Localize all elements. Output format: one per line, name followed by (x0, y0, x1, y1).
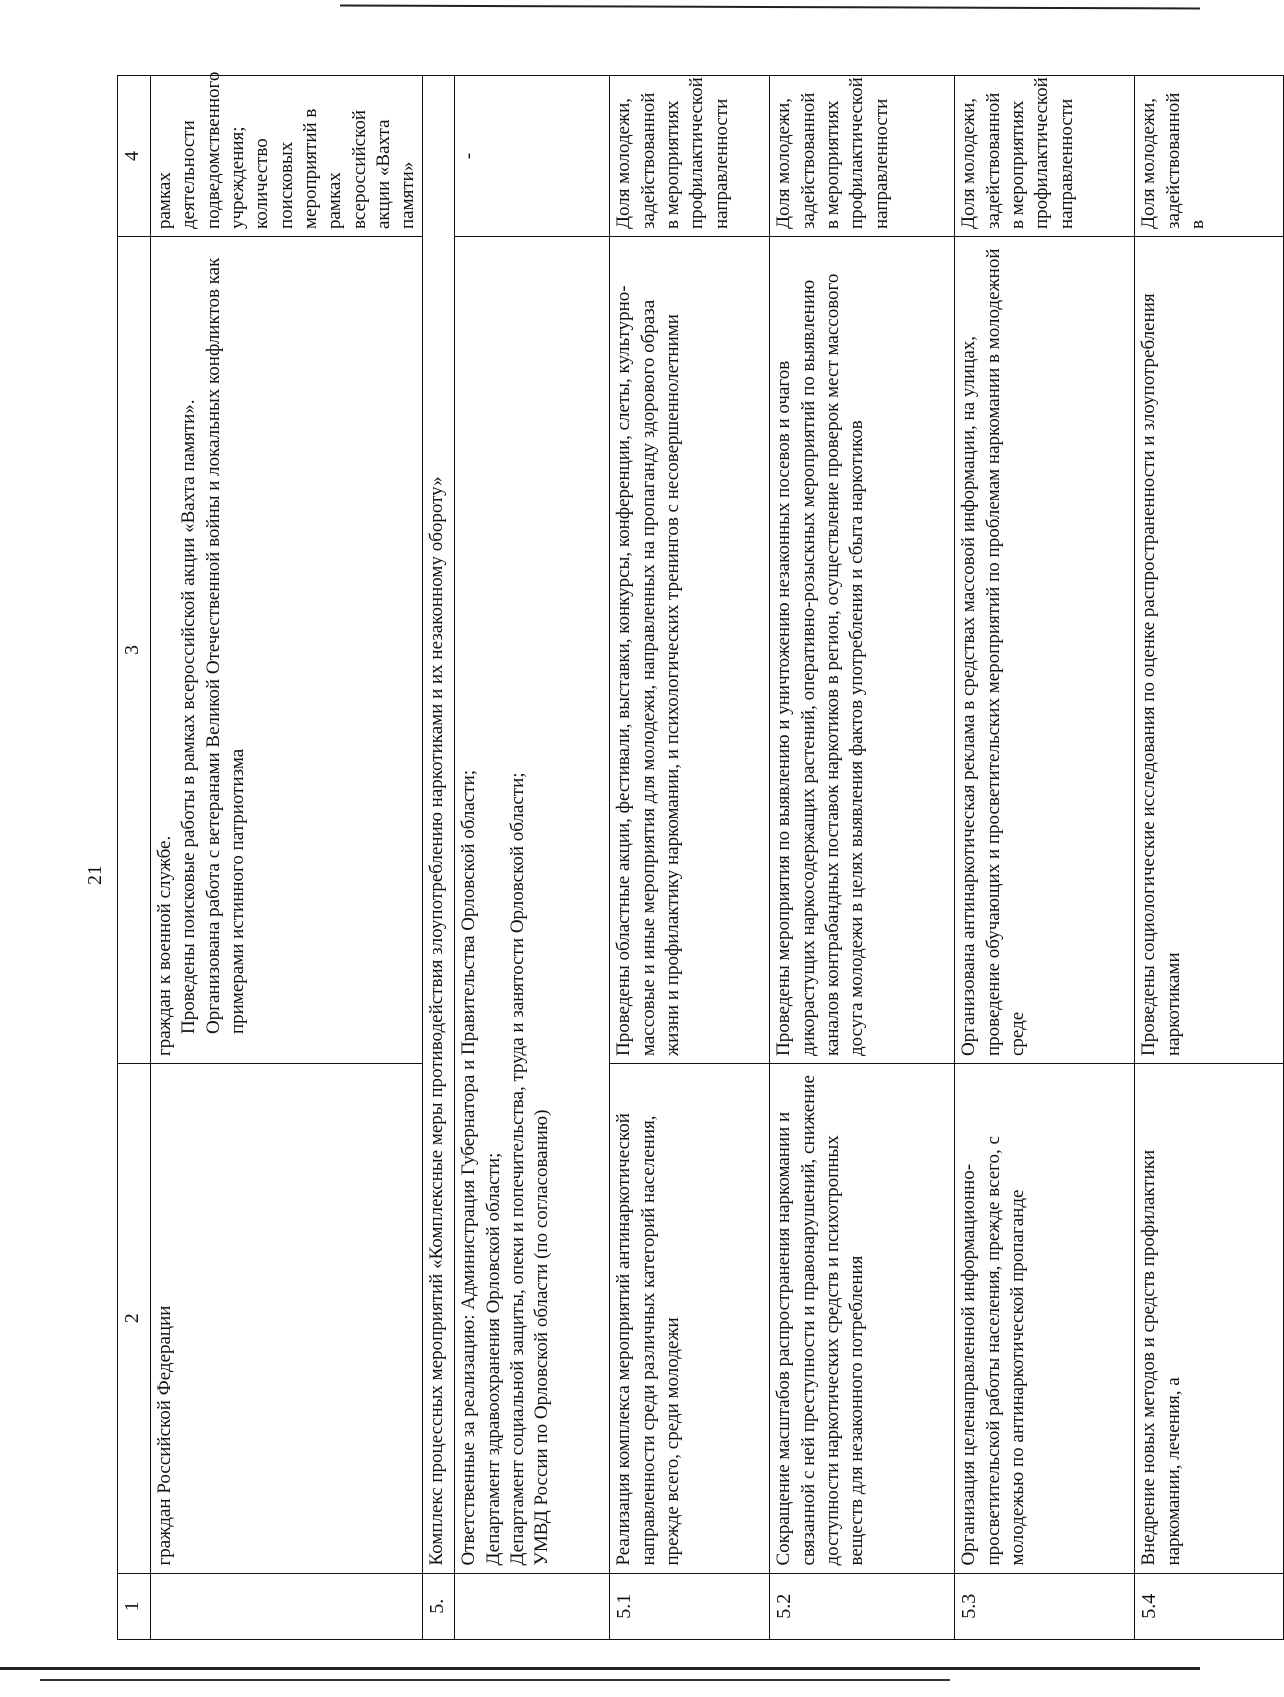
responsible-line: Департамент социальной защиты, опеки и попечительства, труда и занятости Орловской области; (507, 772, 529, 1566)
row-col4: рамках деятельности подведомственного учреждения; количество поисковых мероприятий в рамках всероссийской акции «Вахта памяти» (151, 76, 423, 237)
col-header-2: 2 (118, 1064, 151, 1574)
row-col3 (151, 237, 423, 1064)
row-col2: Внедрение новых методов и средств профилактики наркомании, лечения, а (1135, 1064, 1284, 1574)
scan-edge-top (340, 4, 1200, 9)
col-header-3: 3 (118, 237, 151, 1064)
section-number: 5. (423, 1573, 455, 1639)
table-row (1135, 76, 1284, 1640)
scan-edge-bottom (0, 1667, 1200, 1670)
row-col4: Доля молодежи, задействованной в мероприятиях профилактической направленности (610, 76, 770, 237)
row-col2: граждан Российской Федерации (151, 1064, 423, 1574)
row-col3: Проведены мероприятия по выявлению и уничтожению незаконных посевов и очагов дикорастущих наркосодержащих растений, оперативно-розыскных мероприятий по выявлению каналов контрабандных поставок наркотиков в регион, осуществление проверок мест массового досуга молодежи в целях выявления фактов употребления и сбыта наркотиков (770, 237, 955, 1064)
col-header-1: 1 (118, 1573, 151, 1639)
row-col2: Сокращение масштабов распространения наркомании и связанной с ней преступности и правонарушений, снижение доступности наркотических средств и психотропных веществ для незаконного потребления (770, 1064, 955, 1574)
page-number: 21 (84, 865, 106, 885)
row-col4: Доля молодежи, задействованной в (1135, 76, 1284, 237)
row-number: 5.2 (770, 1573, 955, 1639)
responsible-line: УМВД России по Орловской области (по согласованию) (531, 1109, 553, 1566)
responsible-line: Ответственные за реализацию: Администрация Губернатора и Правительства Орловской области; (458, 769, 480, 1566)
result-line: Проведены поисковые работы в рамках всероссийской акции «Вахта памяти». (178, 399, 200, 1035)
table-header-row (118, 76, 151, 1640)
row-number (151, 1573, 423, 1639)
responsible-line: Департамент здравоохранения Орловской области; (482, 1152, 504, 1566)
result-line: Организована работа с ветеранами Великой Отечественной войны и локальных конфликтов как примерами истинного патриотизма (202, 257, 248, 1035)
section-title: Комплекс процессных мероприятий «Комплексные меры противодействия злоупотреблению наркотиками и их незаконному обороту» (423, 76, 455, 1574)
row-col3: Проведены областные акции, фестивали, выставки, конкурсы, конференции, слеты, культурно-массовые и иные мероприятия для молодежи, направленных на пропаганду здорового образа жизни и профилактику наркомании, и психологических тренингов с несовершеннолетними (610, 237, 770, 1064)
table-row (610, 76, 770, 1640)
row-number: 5.3 (955, 1573, 1135, 1639)
section-title-row (423, 76, 455, 1640)
row-number: 5.4 (1135, 1573, 1284, 1639)
col-header-4: 4 (118, 76, 151, 237)
row-col2: Реализация комплекса мероприятий антинаркотической направленности среди различных категорий населения, прежде всего, среди молодежи (610, 1064, 770, 1574)
row-col4: Доля молодежи, задействованной в мероприятиях профилактической направленности (770, 76, 955, 237)
responsible-num (455, 1573, 610, 1639)
responsible-col4: - (455, 76, 610, 237)
table-row (770, 76, 955, 1640)
program-table (117, 71, 1284, 1640)
row-col3: Проведены социологические исследования по оценке распространенности и злоупотребления наркотиками (1135, 237, 1284, 1064)
row-col3: Организована антинаркотическая реклама в средствах массовой информации, на улицах, проведение обучающих и просветительских мероприятий по проблемам наркомании в молодежной среде (955, 237, 1135, 1064)
scan-edge-bottom-secondary (40, 1679, 950, 1681)
document-page (117, 71, 1209, 1640)
row-col4: Доля молодежи, задействованной в мероприятиях профилактической направленности (955, 76, 1135, 237)
table-row (955, 76, 1135, 1640)
row-number: 5.1 (610, 1573, 770, 1639)
responsible-row (455, 76, 610, 1640)
row-col2: Организация целенаправленной информационно-просветительской работы населения, прежде всего, с молодежью по антинаркотической пропаганде (955, 1064, 1135, 1574)
responsible-text (455, 237, 610, 1574)
result-line: граждан к военной службе. (154, 835, 175, 1057)
table-row-continuation (151, 76, 423, 1640)
